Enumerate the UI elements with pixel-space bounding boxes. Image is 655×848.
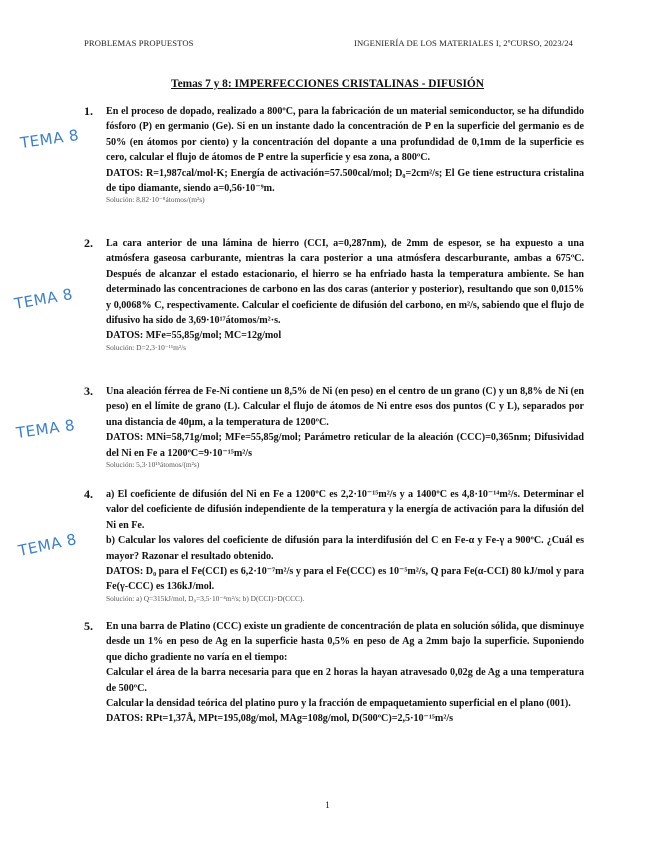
handwritten-note: TEMA 8 <box>12 285 75 313</box>
problem-data: DATOS: D₀ para el Fe(CCI) es 6,2·10⁻⁷m²/s y para el Fe(CCC) es 10⁻⁵m²/s, Q para Fe(α-CCI) 80 kJ/mol y para Fe(γ-CCC) es 136kJ/mol. <box>106 566 584 593</box>
problem-5 <box>84 619 584 727</box>
problem-number: 2. <box>84 236 93 250</box>
problem-number: 1. <box>84 104 93 118</box>
problem-4 <box>84 487 584 604</box>
problem-statement-b: b) Calcular los valores del coeficiente de difusión para la interdifusión del C en Fe-α y Fe-γ a 900ºC. ¿Cuál es mayor? Razonar el resultado obtenido. <box>106 535 584 562</box>
problem-statement-b: Calcular el área de la barra necesaria para que en 2 horas la hayan atravesado 0,02g de Ag a una temperatura de 500ºC. <box>106 667 584 694</box>
problem-solution: Solución: a) Q=315kJ/mol, D₀=3,5·10⁻⁴m²/s; b) D(CCI)>D(CCC). <box>106 593 305 603</box>
handwritten-note: TEMA 8 <box>19 125 81 153</box>
problem-statement: En el proceso de dopado, realizado a 800ºC, para la fabricación de un material semiconductor, se ha difundido fósforo (P) en germanio (Ge). Si en un instante dado la concentración de P en la superficie del germanio es de 50% (en átomos por ciento) y la concentración del dopante a una profundidad de 0,1mm de la superficie es cero, calcular el flujo de átomos de P entre la superficie y esa zona, a 800ºC. <box>106 106 584 164</box>
page-number: 1 <box>325 800 330 810</box>
problem-3 <box>84 384 584 470</box>
page-title: Temas 7 y 8: IMPERFECCIONES CRISTALINAS - DIFUSIÓN <box>171 78 484 90</box>
problem-data: DATOS: RPt=1,37Å, MPt=195,08g/mol, MAg=108g/mol, D(500ºC)=2,5·10⁻¹⁵m²/s <box>106 713 454 725</box>
problem-solution: Solución: 8,82·10⁻⁸átomos/(m²s) <box>106 195 205 205</box>
problem-statement: Una aleación férrea de Fe-Ni contiene un 8,5% de Ni (en peso) en el centro de un grano (C) y un 8,8% de Ni (en peso) en el límite de grano (L). Calcular el flujo de átomos de Ni entre esos dos puntos (C y L), separados por una distancia de 40µm, a la temperatura de 1200ºC. <box>106 386 584 428</box>
problem-solution: Solución: D=2,3·10⁻¹¹m²/s <box>106 342 187 352</box>
handwritten-note: TEMA 8 <box>15 415 77 443</box>
problem-number: 3. <box>84 384 93 398</box>
problem-statement: a) El coeficiente de difusión del Ni en Fe a 1200ºC es 2,2·10⁻¹⁵m²/s y a 1400ºC es 4,8·10⁻¹⁴m²/s. Determinar el valor del coeficiente de difusión independiente de la temperatura y la energía de activación para la difusión del Ni en Fe. <box>106 489 584 531</box>
problem-solution: Solución: 5,3·10¹⁵átomos/(m²s) <box>106 460 200 470</box>
problem-data: DATOS: R=1,987cal/mol·K; Energía de activación=57.500cal/mol; D₀=2cm²/s; El Ge tiene estructura cristalina de tipo diamante, siendo a=0,56·10⁻⁹m. <box>106 167 584 195</box>
problem-data: DATOS: MFe=55,85g/mol; MC=12g/mol <box>106 330 282 342</box>
header-right: INGENIERÍA DE LOS MATERIALES I, 2ºCURSO, 2023/24 <box>354 38 573 48</box>
header-left: PROBLEMAS PROPUESTOS <box>84 38 194 48</box>
handwritten-note: TEMA 8 <box>16 530 79 560</box>
problem-number: 4. <box>84 487 93 501</box>
problem-statement-c: Calcular la densidad teórica del platino puro y la fracción de empaquetamiento superficial en el plano (001). <box>106 698 571 710</box>
problem-number: 5. <box>84 619 93 633</box>
problem-statement: En una barra de Platino (CCC) existe un gradiente de concentración de plata en solución sólida, que disminuye desde un 1% en peso de Ag en la superficie hasta 0,5% en peso de Ag a 2mm bajo la superficie. Suponiendo que dicho gradiente no varía en el tiempo: <box>106 621 584 663</box>
problem-statement: La cara anterior de una lámina de hierro (CCI, a=0,287nm), de 2mm de espesor, se ha expuesto a una atmósfera gaseosa carburante, mientras la cara posterior a una atmósfera descarburante, ambas a 675ºC. Después de alcanzar el estado estacionario, el hierro se ha enfriado hasta la temperatura ambiente. Se han determinado las concentraciones de carbono en las dos caras (anterior y posterior), resultando que son 0,015% y 0,0068% C, respectivamente. Calcular el coeficiente de difusión del carbono, en m²/s, sabiendo que el flujo de difusivo ha sido de 3,69·10¹⁷átomos/m²·s. <box>106 238 584 327</box>
problem-data: DATOS: MNi=58,71g/mol; MFe=55,85g/mol; Parámetro reticular de la aleación (CCC)=0,365nm; Difusividad del Ni en Fe a 1200ºC=9·10⁻¹⁵m²/s <box>106 432 584 459</box>
problem-2 <box>84 236 584 353</box>
problem-1 <box>84 104 584 205</box>
